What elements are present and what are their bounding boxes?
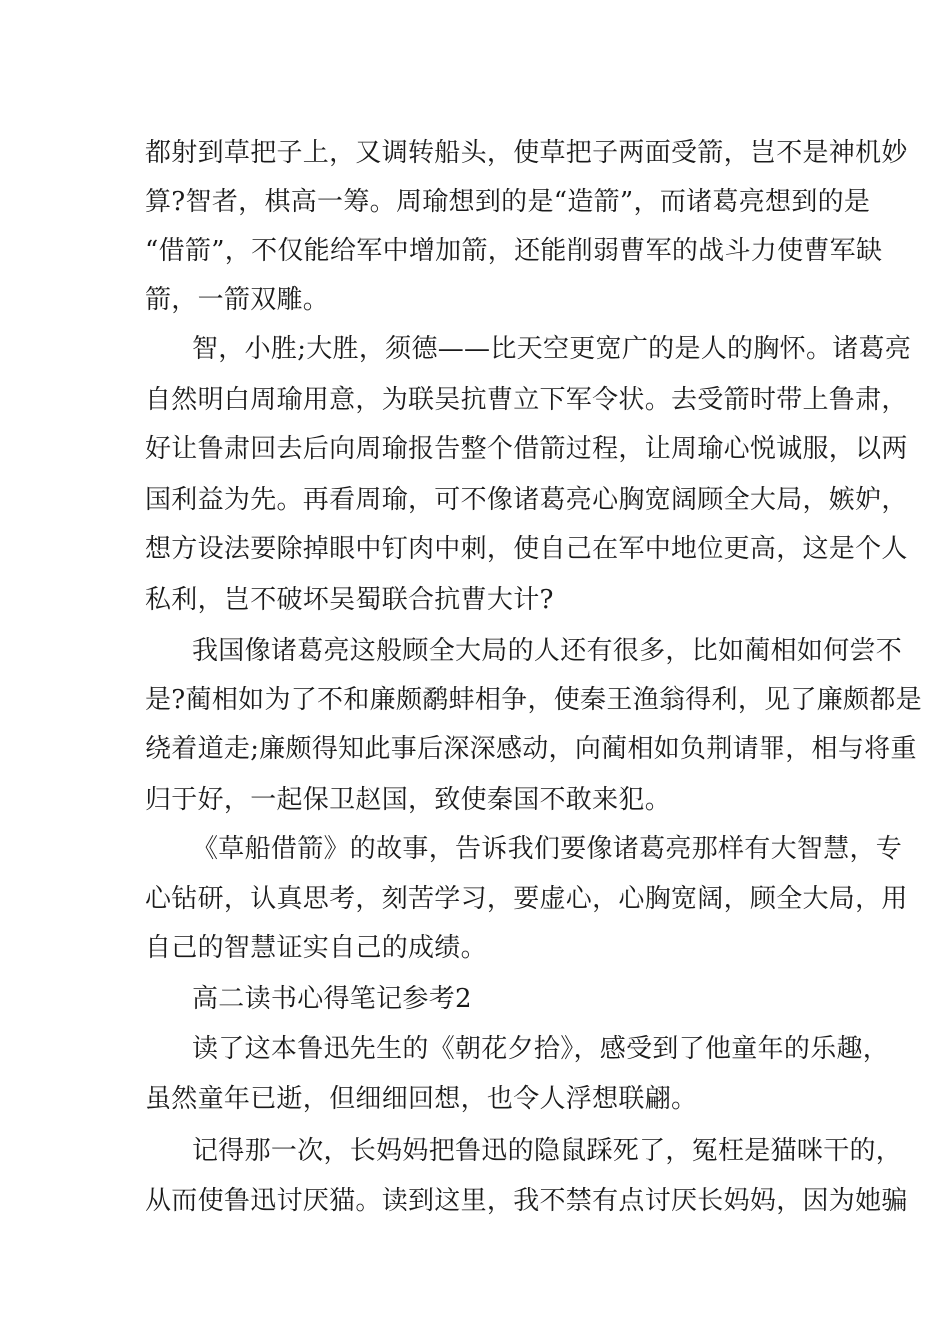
text-line: 虽然童年已逝，但细细回想，也令人浮想联翩。 xyxy=(145,1084,698,1114)
paragraph-first-line: 读了这本鲁迅先生的《朝花夕拾》，感受到了他童年的乐趣， xyxy=(192,1034,890,1064)
text-line: 算?智者，棋高一筹。周瑜想到的是“造箭”，而诸葛亮想到的是 xyxy=(145,187,871,217)
text-line: 国利益为先。再看周瑜，可不像诸葛亮心胸宽阔顾全大局，嫉妒， xyxy=(145,485,908,515)
text-line: 好让鲁肃回去后向周瑜报告整个借箭过程，让周瑜心悦诚服，以两 xyxy=(145,434,908,464)
text-line: 私利，岂不破坏吴蜀联合抗曹大计? xyxy=(145,585,554,615)
text-line: 自然明白周瑜用意，为联吴抗曹立下军令状。去受箭时带上鲁肃， xyxy=(145,385,908,415)
text-line: 心钻研，认真思考，刻苦学习，要虚心，心胸宽阔，顾全大局，用 xyxy=(145,884,908,914)
paragraph-first-line: 记得那一次，长妈妈把鲁迅的隐鼠踩死了，冤枉是猫咪干的， xyxy=(192,1136,903,1166)
text-line: 绕着道走;廉颇得知此事后深深感动，向蔺相如负荆请罪，相与将重 xyxy=(145,734,917,764)
paragraph-first-line: 《草船借箭》的故事，告诉我们要像诸葛亮那样有大智慧，专 xyxy=(192,834,903,864)
text-line: “借箭”，不仅能给军中增加箭，还能削弱曹军的战斗力使曹军缺 xyxy=(145,236,883,266)
section-heading: 高二读书心得笔记参考2 xyxy=(192,984,472,1014)
text-line: 归于好，一起保卫赵国，致使秦国不敢来犯。 xyxy=(145,785,672,815)
paragraph-first-line: 我国像诸葛亮这般顾全大局的人还有很多，比如蔺相如何尝不 xyxy=(192,636,903,666)
text-line: 都射到草把子上，又调转船头，使草把子两面受箭，岂不是神机妙 xyxy=(145,138,908,168)
text-line: 从而使鲁迅讨厌猫。读到这里，我不禁有点讨厌长妈妈，因为她骗 xyxy=(145,1186,908,1216)
paragraph-first-line: 智，小胜;大胜，须德——比天空更宽广的是人的胸怀。诸葛亮 xyxy=(192,334,912,364)
text-line: 箭，一箭双雕。 xyxy=(145,285,330,315)
text-line: 是?蔺相如为了不和廉颇鹬蚌相争，使秦王渔翁得利，见了廉颇都是 xyxy=(145,685,922,715)
text-line: 想方设法要除掉眼中钉肉中刺，使自己在军中地位更高，这是个人 xyxy=(145,534,908,564)
text-line: 自己的智慧证实自己的成绩。 xyxy=(145,933,487,963)
